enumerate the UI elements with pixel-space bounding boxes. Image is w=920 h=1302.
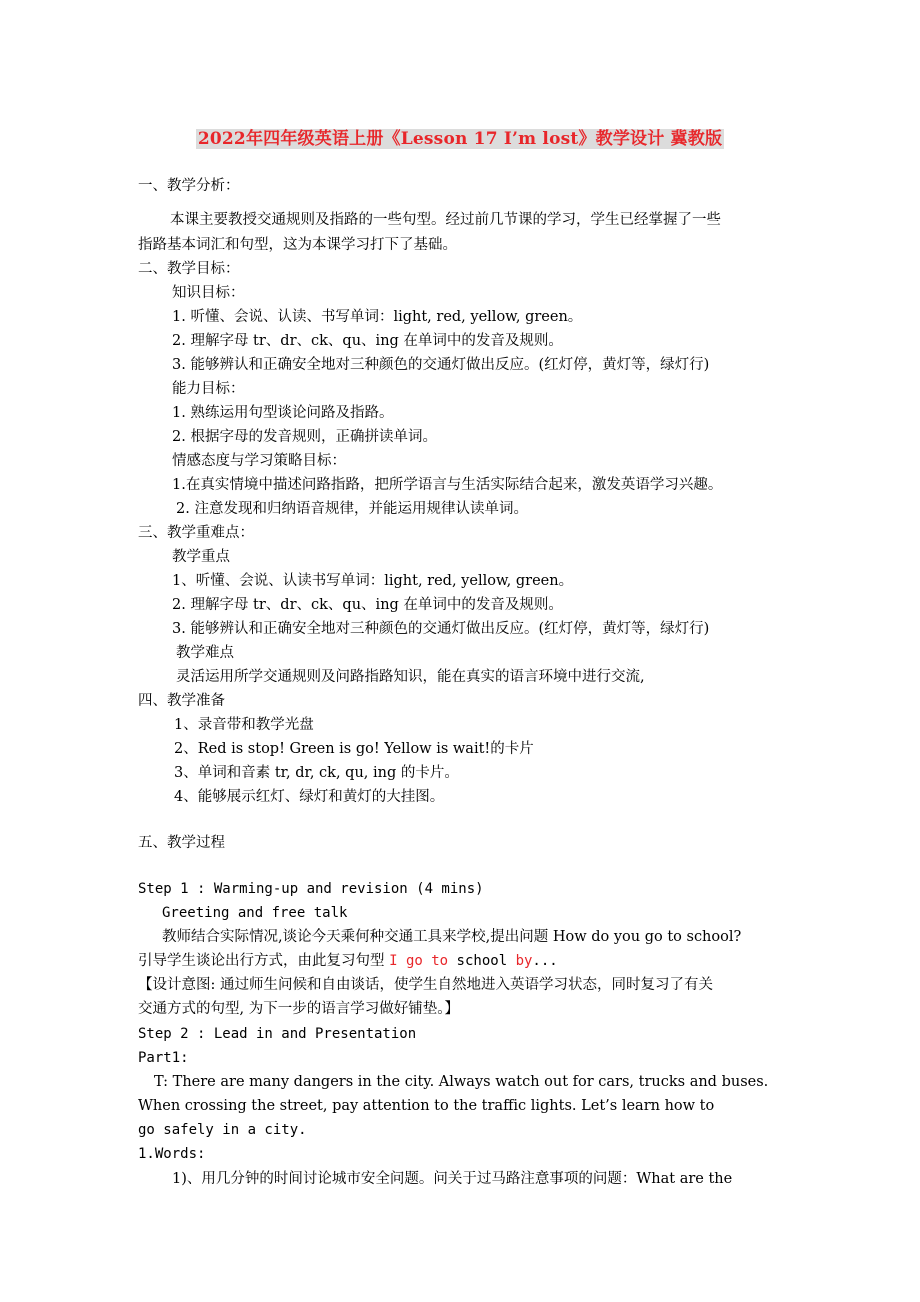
list-item: 2. 理解字母 tr、dr、ck、qu、ing 在单词中的发音及规则。 (172, 333, 563, 349)
paragraph-line: T: There are many dangers in the city. Always watch out for cars, trucks and buses. (154, 1074, 769, 1090)
subheading-ability: 能力目标： (172, 381, 245, 397)
review-red-text: I go to (389, 953, 449, 969)
subheading-knowledge: 知识目标： (172, 285, 245, 301)
paragraph-line: go safely in a city. (138, 1122, 307, 1138)
greeting-line: Greeting and free talk (162, 905, 348, 921)
design-intent-line: 【设计意图: 通过师生问候和自由谈话，使学生自然地进入英语学习状态，同时复习了有关 (138, 977, 713, 993)
design-intent-line: 交通方式的句型, 为下一步的语言学习做好铺垫。】 (138, 1001, 459, 1017)
document-title (0, 124, 920, 149)
subheading-difficulty: 教学难点 (176, 645, 234, 661)
list-item: 1)、用几分钟的时间讨论城市安全问题。问关于过马路注意事项的问题：What are the (172, 1171, 733, 1187)
list-item: 3、单词和音素 tr, dr, ck, qu, ing 的卡片。 (174, 765, 459, 781)
paragraph-line: 指路基本词汇和句型，这为本课学习打下了基础。 (138, 237, 457, 253)
review-mid-text: school (448, 953, 516, 969)
list-item: 灵活运用所学交通规则及问路指路知识，能在真实的语言环境中进行交流, (176, 669, 645, 685)
section-3-heading: 三、教学重难点： (138, 525, 254, 541)
list-item: 1、听懂、会说、认读书写单词：light, red, yellow, green。 (172, 573, 574, 589)
paragraph-line: When crossing the street, pay attention to the traffic lights. Let’s learn how to (138, 1098, 715, 1114)
list-item: 2. 理解字母 tr、dr、ck、qu、ing 在单词中的发音及规则。 (172, 597, 563, 613)
step-1-heading: Step 1 : Warming-up and revision (4 mins) (138, 881, 484, 897)
review-red-by: by (515, 953, 533, 969)
list-item: 3. 能够辨认和正确安全地对三种颜色的交通灯做出反应。(红灯停，黄灯等，绿灯行) (172, 357, 710, 373)
section-4-heading: 四、教学准备 (138, 693, 225, 709)
title-text: 2022年四年级英语上册《Lesson 17 I’m lost》教学设计 冀教版 (197, 129, 723, 149)
paragraph-line-review (138, 951, 558, 971)
paragraph-line: 本课主要教授交通规则及指路的一些句型。经过前几节课的学习，学生已经掌握了一些 (170, 212, 721, 228)
list-item: 1. 熟练运用句型谈论问路及指路。 (172, 405, 394, 421)
section-2-heading: 二、教学目标： (138, 261, 240, 277)
subheading-emotion: 情感态度与学习策略目标： (172, 453, 346, 469)
step-2-heading: Step 2 : Lead in and Presentation (138, 1026, 417, 1042)
subheading-key: 教学重点 (172, 549, 230, 565)
part-1-heading: Part1: (138, 1050, 189, 1066)
list-item: 4、能够展示红灯、绿灯和黄灯的大挂图。 (174, 789, 445, 805)
list-item: 1.在真实情境中描述问路指路，把所学语言与生活实际结合起来，激发英语学习兴趣。 (172, 477, 723, 493)
list-item: 3. 能够辨认和正确安全地对三种颜色的交通灯做出反应。(红灯停，黄灯等，绿灯行) (172, 621, 710, 637)
list-item: 2、Red is stop! Green is go! Yellow is wait!的卡片 (174, 741, 534, 757)
list-item: 2. 注意发现和归纳语音规律，并能运用规律认读单词。 (176, 501, 528, 517)
review-prefix: 引导学生谈论出行方式，由此复习句型 (138, 953, 390, 969)
list-item: 1、录音带和教学光盘 (174, 717, 314, 733)
paragraph-line: 教师结合实际情况,谈论今天乘何种交通工具来学校,提出问题 How do you go to school? (162, 929, 742, 945)
words-heading: 1.Words: (138, 1146, 206, 1162)
list-item: 1. 听懂、会说、认读、书写单词：light, red, yellow, green。 (172, 309, 583, 325)
section-1-heading: 一、教学分析： (138, 178, 240, 194)
section-5-heading: 五、教学过程 (138, 835, 225, 851)
list-item: 2. 根据字母的发音规则，正确拼读单词。 (172, 429, 437, 445)
review-ellipsis: ... (532, 953, 558, 969)
